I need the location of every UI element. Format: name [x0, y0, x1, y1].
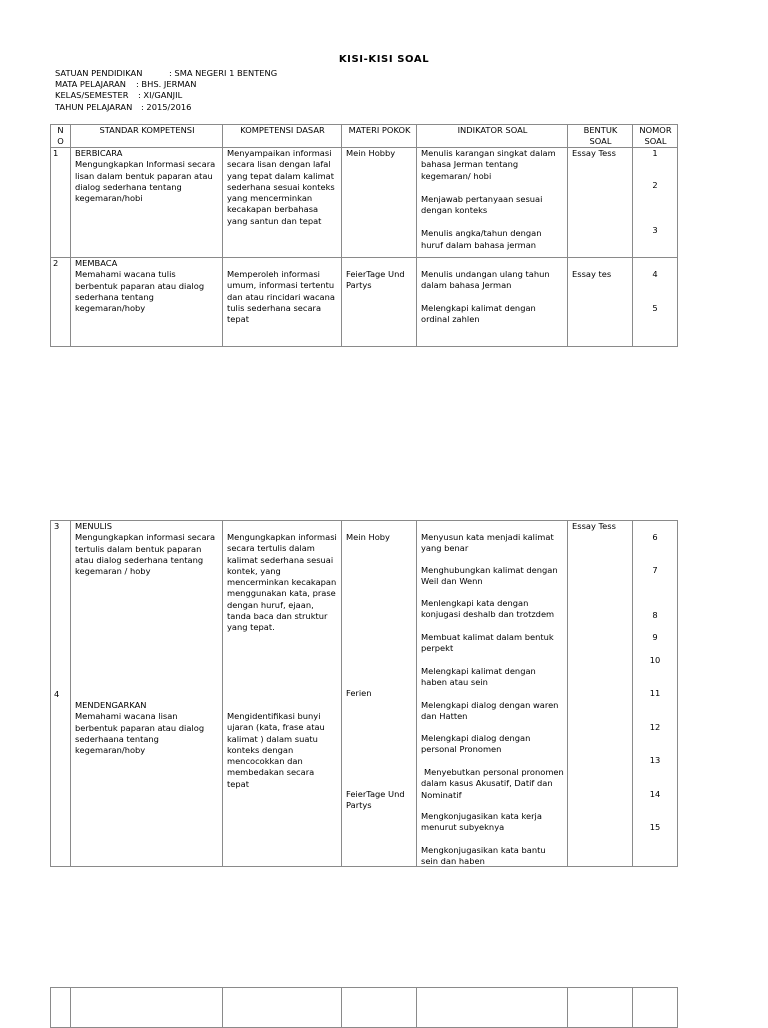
materi-pokok-cell	[342, 258, 417, 347]
kisi-table-1	[50, 124, 678, 347]
indikator-item: Melengkapi dialog dengan personal Pronomen	[421, 733, 531, 755]
bentuk-text: Essay tes	[572, 269, 612, 279]
materi-pokok-cell	[342, 521, 417, 867]
document-meta	[55, 68, 277, 113]
meta-value: : 2015/2016	[141, 101, 192, 112]
standar-kompetensi-cell	[71, 148, 223, 258]
table-header-row	[51, 125, 678, 148]
empty-cell	[417, 988, 568, 1028]
nomor-item: 3	[652, 225, 658, 235]
sk-title: MENULIS	[75, 521, 113, 531]
materi-text: Mein Hoby	[346, 532, 390, 542]
nomor-soal-cell	[633, 258, 678, 347]
standar-kompetensi-cell	[71, 258, 223, 347]
empty-cell	[71, 988, 223, 1028]
nomor-item: 13	[649, 755, 661, 765]
indikator-item: Mengkonjugasikan kata kerja menurut subyeknya	[421, 811, 542, 833]
meta-label: KELAS/SEMESTER	[55, 90, 129, 101]
header-nomor-line: SOAL	[644, 135, 667, 146]
document-title: KISI-KISI SOAL	[338, 54, 430, 65]
meta-tahun	[55, 102, 277, 113]
nomor-soal-cell	[633, 148, 678, 258]
indikator-item: Melengkapi kalimat dengan ordinal zahlen	[421, 303, 536, 325]
meta-label: MATA PELAJARAN	[55, 79, 126, 90]
row-no: 1	[51, 148, 71, 258]
sk-text: Mengungkapkan informasi secara tertulis dalam bentuk paparan atau dialog sederhana tentang kegemaran / hoby	[75, 532, 216, 577]
indikator-item: Menghubungkan kalimat dengan Weil dan Wenn	[421, 565, 558, 587]
materi-text: FeierTage Und Partys	[346, 269, 405, 291]
kisi-table-3	[50, 987, 678, 1028]
indikator-item: Menulis angka/tahun dengan huruf dalam bahasa jerman	[421, 228, 542, 250]
kd-text: Memperoleh informasi umum, informasi tertentu dan atau rincidari wacana tulis sederhana secara tepat	[227, 269, 335, 325]
empty-cell	[223, 988, 342, 1028]
meta-kelas	[55, 90, 277, 101]
kd-text: Mengungkapkan informasi secara tertulis dalam kalimat sederhana sesuai kontek, yang mencerminkan kecakapan menggunakan kata, prase dengan huruf, ejaan, tanda baca dan struktur yang tepat.	[227, 532, 337, 633]
nomor-item: 9	[652, 632, 658, 642]
meta-value: : SMA NEGERI 1 BENTENG	[169, 68, 278, 78]
nomor-item: 12	[649, 722, 661, 732]
indikator-item: Menyebutkan personal pronomen dalam kasus Akusatif, Datif dan Nominatif	[421, 767, 564, 800]
header-standar-kompetensi: STANDAR KOMPETENSI	[71, 125, 223, 148]
sk-block	[75, 700, 219, 756]
indikator-cell	[417, 148, 568, 258]
nomor-item: 10	[649, 655, 661, 665]
nomor-item: 1	[652, 148, 658, 158]
header-nomor-soal	[633, 125, 678, 148]
header-kompetensi-dasar: KOMPETENSI DASAR	[223, 125, 342, 148]
bentuk-text: Essay Tess	[572, 521, 616, 531]
header-no-line: O	[57, 135, 64, 146]
sk-text: Memahami wacana lisan berbentuk paparan atau dialog sederhaana tentang kegemaran/hoby	[75, 711, 205, 756]
kompetensi-dasar-cell	[223, 521, 342, 867]
kd-text: Mengidentifikasi bunyi ujaran (kata, frase atau kalimat ) dalam suatu konteks dengan mencocokkan dan membedakan secara tepat	[227, 711, 325, 789]
header-indikator-soal: INDIKATOR SOAL	[417, 125, 568, 148]
indikator-item: Menjawab pertanyaan sesuai dengan konteks	[421, 193, 543, 216]
header-bentuk-line: SOAL	[589, 135, 612, 146]
indikator-item: Melengkapi kalimat dengan haben atau sein	[421, 666, 536, 688]
indikator-item: Melengkapi dialog dengan waren dan Hatten	[421, 700, 559, 722]
kisi-table-2	[50, 520, 678, 867]
bentuk-soal-cell	[568, 521, 633, 867]
bentuk-soal-cell: Essay Tess	[568, 148, 633, 258]
materi-text: FeierTage Und Partys	[346, 789, 405, 811]
row-no: 4	[54, 689, 60, 699]
empty-cell	[633, 988, 678, 1028]
row-no-cell	[51, 521, 71, 867]
standar-kompetensi-cell	[71, 521, 223, 867]
nomor-soal-cell	[633, 521, 678, 867]
table-row	[51, 521, 678, 867]
empty-cell	[342, 988, 417, 1028]
row-no: 2	[51, 258, 71, 347]
sk-text: Memahami wacana tulis berbentuk paparan atau dialog sederhana tentang kegemaran/hoby	[75, 269, 205, 314]
indikator-item: Menulis karangan singkat dalam bahasa Jerman tentang kegemaran/ hobi	[421, 148, 556, 181]
sk-block	[75, 521, 219, 577]
header-materi-pokok: MATERI POKOK	[342, 125, 417, 148]
nomor-item: 6	[652, 532, 658, 542]
table-row	[51, 988, 678, 1028]
indikator-cell	[417, 258, 568, 347]
indikator-item: Menulis undangan ulang tahun dalam bahasa Jerman	[421, 269, 550, 291]
indikator-item: Mengkonjugasikan kata bantu sein dan haben	[421, 845, 546, 867]
nomor-item: 2	[652, 180, 658, 190]
sk-text: Mengungkapkan Informasi secara lisan dalam bentuk paparan atau dialog sederhana tentang kegemaran/hobi	[75, 159, 216, 204]
indikator-item: Membuat kalimat dalam bentuk perpekt	[421, 632, 554, 654]
sk-title: MENDENGARKAN	[75, 700, 147, 710]
sk-title: BERBICARA	[75, 148, 123, 158]
meta-label: SATUAN PENDIDIKAN	[55, 68, 143, 78]
nomor-item: 4	[652, 269, 658, 279]
table-row	[51, 258, 678, 347]
indikator-item: Menyusun kata menjadi kalimat yang benar	[421, 532, 554, 554]
sk-title: MEMBACA	[75, 258, 118, 268]
bentuk-soal-cell	[568, 258, 633, 347]
header-no-line: N	[57, 125, 64, 135]
meta-mapel	[55, 79, 277, 90]
materi-text: Ferien	[346, 688, 372, 698]
kompetensi-dasar-cell	[223, 258, 342, 347]
kompetensi-dasar-cell: Menyampaikan informasi secara lisan dengan lafal yang tepat dalam kalimat sederhana sesuai konteks yang mencerminkan kecakapan berbahasa yang santun dan tepat	[223, 148, 342, 258]
nomor-item: 11	[649, 688, 661, 698]
header-nomor-line: NOMOR	[639, 125, 672, 135]
indikator-item: Menlengkapi kata dengan konjugasi deshalb dan trotzdem	[421, 598, 555, 620]
meta-label: TAHUN PELAJARAN	[55, 101, 133, 112]
nomor-item: 15	[649, 822, 661, 832]
header-bentuk-soal	[568, 125, 633, 148]
nomor-item: 5	[652, 303, 658, 313]
meta-satuan	[55, 68, 277, 79]
header-no	[51, 125, 71, 148]
indikator-cell	[417, 521, 568, 867]
nomor-item: 7	[652, 565, 658, 575]
empty-cell	[568, 988, 633, 1028]
empty-cell	[51, 988, 71, 1028]
meta-value: : XI/GANJIL	[138, 90, 183, 101]
meta-value: : BHS. JERMAN	[136, 79, 197, 90]
table-row	[51, 148, 678, 258]
row-no: 3	[54, 521, 60, 531]
header-bentuk-line: BENTUK	[583, 125, 618, 135]
materi-pokok-cell: Mein Hobby	[342, 148, 417, 258]
nomor-item: 14	[649, 789, 661, 799]
nomor-item: 8	[652, 610, 658, 620]
